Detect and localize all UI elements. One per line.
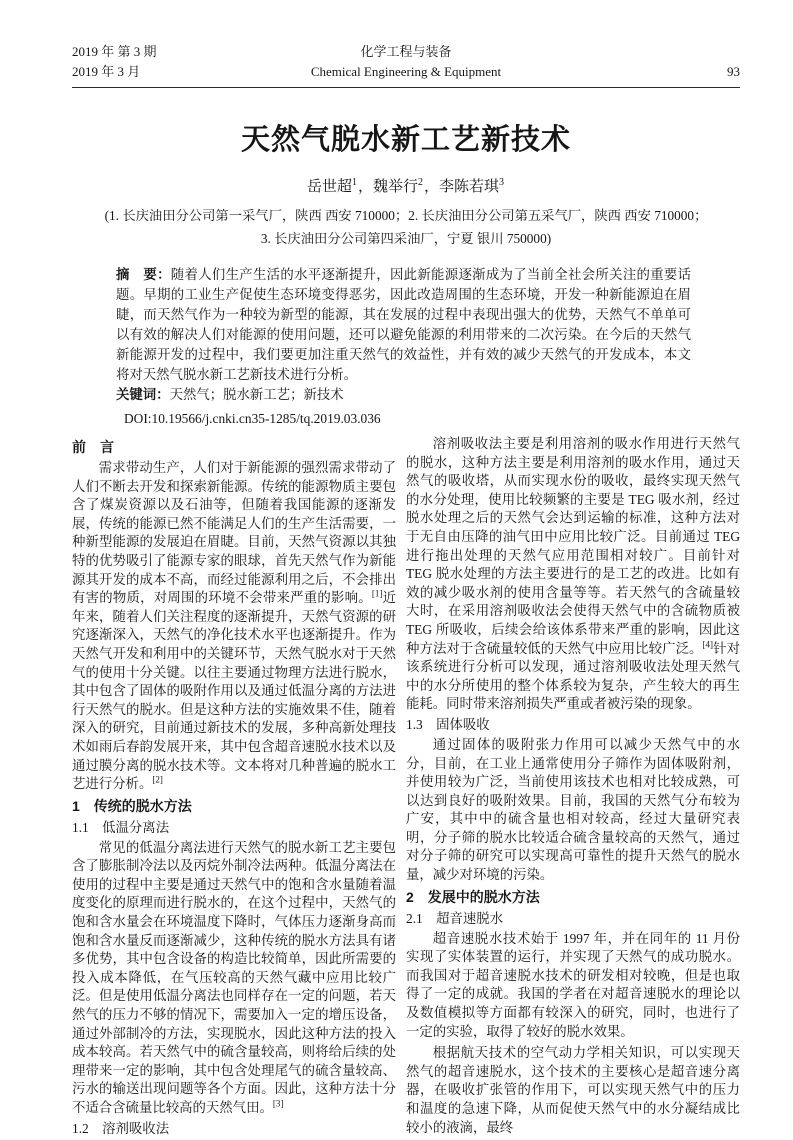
- section-1-2-heading: 1.2 溶剂吸收法: [72, 1120, 170, 1136]
- left-column: [72, 435, 396, 1140]
- author-3-affiliation-mark: 3: [499, 177, 505, 188]
- article-title: 天然气脱水新工艺新技术: [240, 124, 571, 156]
- running-head-row-1: [72, 42, 740, 62]
- keywords-text: 天然气；脱水新工艺；新技术: [169, 387, 344, 402]
- affiliation-line-2: 3. 长庆油田分公司第四采油厂，宁夏 银川 750000): [260, 231, 552, 246]
- section-1-1-heading: 1.1 低温分离法: [72, 819, 170, 835]
- section-2-1-paragraph-2: 根据航天技术的空气动力学相关知识，可以实现天然气的超音速脱水，这个技术的主要核心是超音速分离器，在吸收扩张管的作用下，可以实现天然气中的压力和温度的急速下降，从而促使天然气中的水分凝结成比较小的液滴，最终: [406, 1045, 740, 1135]
- date-line: 2019 年 3 月: [72, 64, 141, 79]
- author-2-affiliation-mark: 2: [418, 177, 423, 188]
- journal-title-en: Chemical Engineering & Equipment: [310, 64, 502, 79]
- section-1-2-paragraph: 溶剂吸收法主要是利用溶剂的吸水作用进行天然气的脱水，这种方法主要是利用溶剂的吸水作用，通过天然气的吸收塔，从而实现水份的吸收，最终实现天然气的水分处理，使用比较频繁的主要是 TEG 吸水剂，经过脱水处理之后的天然气会达到运输的标准，这种方法对于无自由压降的油气田中应用比较广泛。目前通过 TEG 进行拖出处理的天然气应用范围相对较广。目前针对 TEG 脱水处理的方法主要进行的是工艺的改进。比如有效的减少吸水剂的使用含量等等。若天然气的含硫量较大时，在采用溶剂吸收法会使得天然气中的含硫物质被 TEG 所吸收，后续会给该体系带来严重的影响，因此这种方法对于含硫量较低的天然气中应用比较广泛。[4]针对该系统进行分析可以发现，通过溶剂吸收法处理天然气中的水分所使用的整个体系较为复杂，产生较大的再生能耗。同时带来溶剂损失严重或者被污染的现象。: [406, 436, 741, 712]
- intro-heading: 前 言: [72, 439, 114, 455]
- right-column: [406, 435, 740, 1140]
- abstract: [116, 265, 691, 385]
- running-head-row-2: [72, 62, 740, 82]
- intro-paragraph: 需求带动生产，人们对于新能源的强烈需求带动了人们不断去开发和探索新能源。传统的能源物质主要包含了煤炭资源以及石油等，但随着我国能源的逐渐发展，传统的能源已然不能满足人们的生产生活需要，一种新型能源的发展迫在眉睫。目前，天然气资源以其独特的优势吸引了能源专家的眼球，首先天然气作为新能源其开发的成本不高，而经过能源利用之后，不会排出有害的物质，对周围的环境不会带来严重的影响。[1]近年来，随着人们关注程度的逐渐提升，天然气资源的研究逐渐深入，天然气的净化技术水平也逐渐提升。作为天然气开发和利用中的关键环节，天然气脱水对于天然气的使用十分关键。以往主要通过物理方法进行脱水，其中包含了固体的吸附作用以及通过低温分离的方法进行天然气的脱水。但是这种方法的实施效果不佳，随着深入的研究，目前通过新技术的发展，多种高新处理技术如雨后春韵发展开来，其中包含超音速脱水技术以及通过膜分离的脱水技术等。文本将对几种普遍的脱水工艺进行分析。[2]: [72, 460, 397, 792]
- page-number: 93: [727, 64, 740, 79]
- running-head: [72, 42, 740, 88]
- issue-line: 2019 年 第 3 期: [72, 44, 157, 59]
- affiliation-line-1: (1. 长庆油田分公司第一采气厂，陕西 西安 710000；2. 长庆油田分公司第五采气厂，陕西 西安 710000；: [104, 208, 708, 223]
- article-body: [72, 435, 740, 1140]
- author-3: 李陈若琪$^3$: [439, 177, 505, 195]
- keywords: [116, 385, 691, 405]
- section-1-heading: 1 传统的脱水方法: [72, 797, 192, 814]
- header-rule: [72, 87, 740, 88]
- author-1: 岳世超$^1$，: [306, 177, 373, 195]
- section-1-3-heading: 1.3 固体吸收: [406, 716, 490, 732]
- section-2-1-heading: 2.1 超音速脱水: [406, 910, 504, 926]
- author-1-affiliation-mark: 1: [351, 177, 357, 188]
- section-1-1-paragraph: 常见的低温分离法进行天然气的脱水新工艺主要包含了膨胀制冷法以及丙烷外制冷法两种。低温分离法在使用的过程中主要是通过天然气中的饱和含水量随着温度变化的原理而进行脱水的，在这个过程中，天然气的饱和含水量会在环境温度下降时，气体压力逐渐身高而饱和含水量反而逐渐减少，这种传统的脱水方法具有诸多优势，其中包含设备的构造比较简单，因此所需要的投入成本降低，在气压较高的天然气藏中应用比较广泛。但是使用低温分离法也同样存在一定的问题，若天然气的压力不够的情况下，需要加入一定的增压设备，通过外部制冷的方法，实现脱水，因此这种方法的投入成本较高。若天然气中的硫含量较高，则将给后续的处理带来一定的影响，其中包含处理尾气的硫含量较高、污水的输送出现问题等各个方面。因此，这种方法十分不适合含硫量比较高的天然气田。[3]: [72, 839, 396, 1115]
- abstract-text: 随着人们生产生活的水平逐渐提升，因此新能源逐渐成为了当前全社会所关注的重要话题。早期的工业生产促使生态环境变得恶劣，因此改造周围的生态环境，开发一种新能源迫在眉睫，而天然气作为一种较为新型的能源，其在发展的过程中表现出强大的优势，天然气不单单可以有效的解决人们对能源的使用问题，还可以避免能源的利用带来的二次污染。在今后的天然气新能源开发的过程中，我们要更加注重天然气的效益性，并有效的减少天然气的开发成本，本文将对天然气脱水新工艺新技术进行分析。: [116, 267, 692, 382]
- author-2: 魏举行$^2$，: [372, 177, 440, 195]
- section-2-1-paragraph-1: 超音速脱水技术始于 1997 年，并在同年的 11 月份实现了实体装置的运行，并实现了天然气的成功脱水。而我国对于超音速脱水技术的研发相对较晚，但是也取得了一定的成就。我国的学者在对超音速脱水的理论以及数值模拟等方面都有较深入的研究，同时，也进行了一定的实验，取得了较好的脱水效果。: [406, 930, 740, 1039]
- keywords-label: 关键词：: [116, 387, 170, 402]
- section-1-3-paragraph: 通过固体的吸附张力作用可以减少天然气中的水分，目前，在工业上通常使用分子筛作为固体吸附剂，并使用较为广泛，当前使用该技术也相对比较成熟，可以达到良好的吸附效果。目前，我国的天然气分布较为广安，其中中的硫含量也相对较高，经过大量研究表明，分子筛的脱水比较适合硫含量较高的天然气，通过对分子筛的研究可以实现高可靠性的提升天然气的脱水量，减少对环境的污染。: [406, 736, 740, 883]
- authors-line: [72, 175, 740, 196]
- doi-line: DOI:10.19566/j.cnki.cn35-1285/tq.2019.03.036: [124, 411, 381, 426]
- section-2-heading: 2 发展中的脱水方法: [406, 888, 540, 905]
- abstract-label: 摘 要：: [116, 267, 171, 282]
- journal-title-cn: 化学工程与装备: [360, 44, 452, 59]
- affiliations: [72, 204, 740, 250]
